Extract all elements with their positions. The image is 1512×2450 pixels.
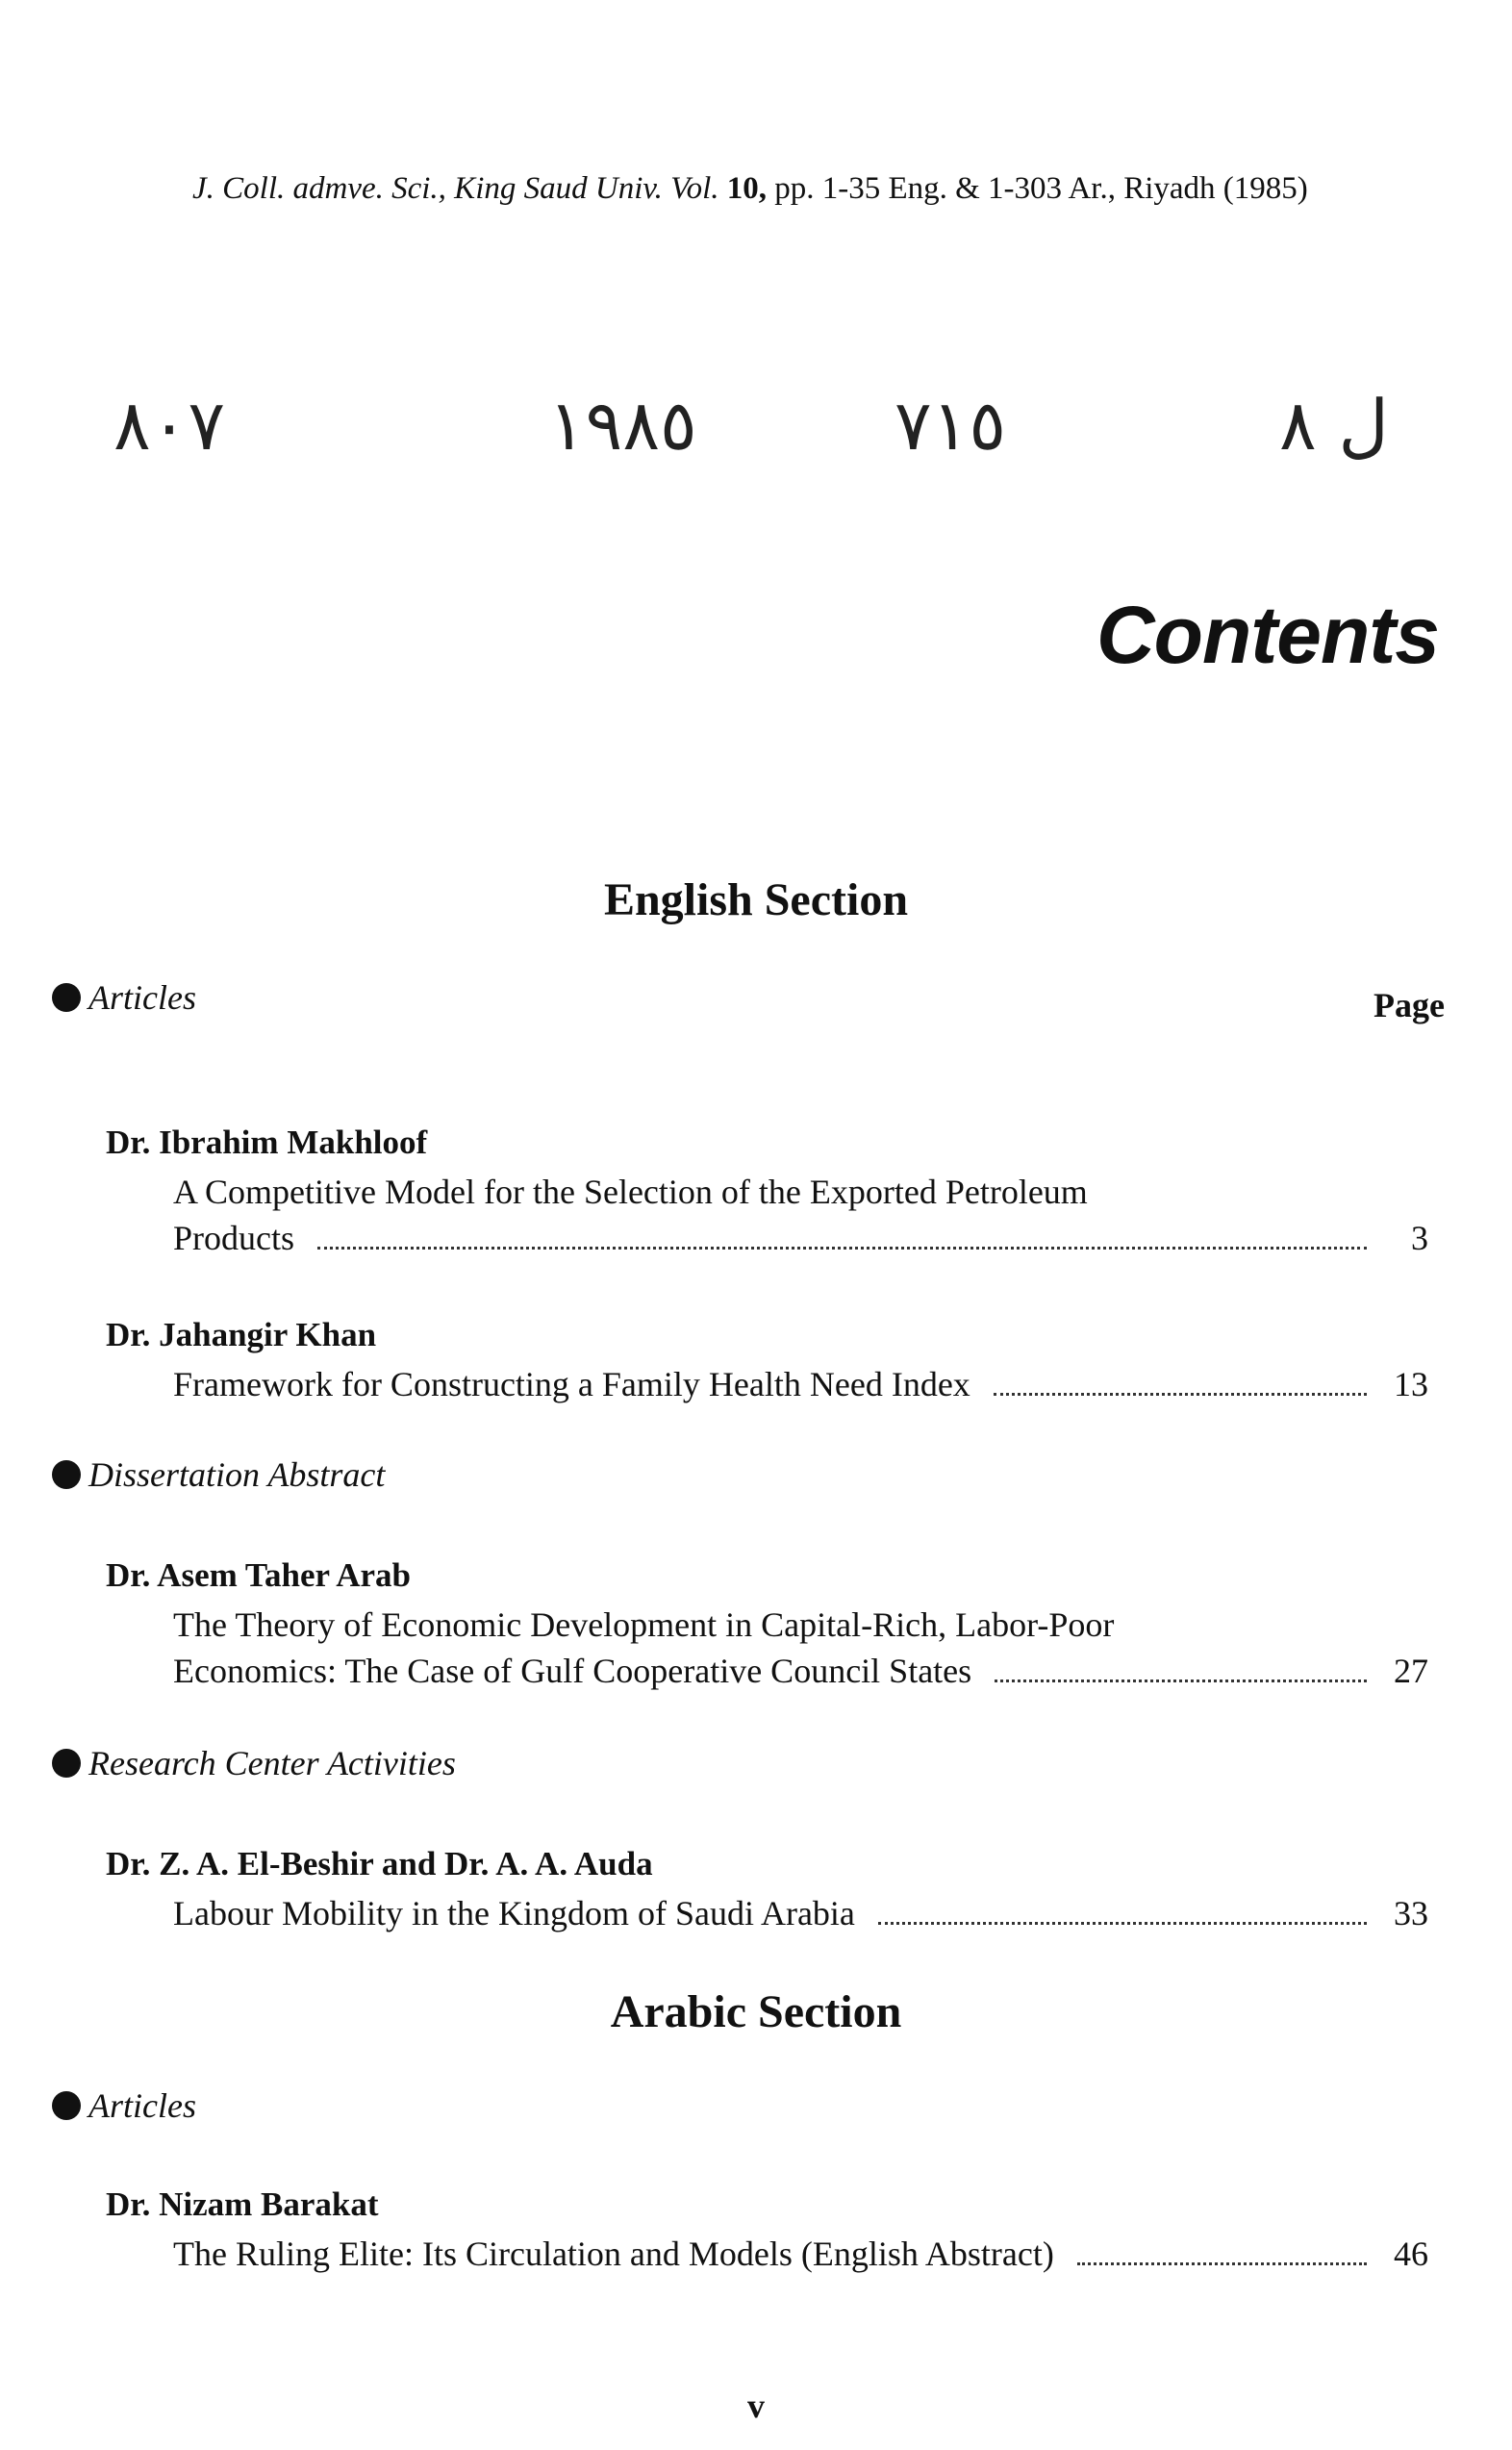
toc-entry-barakat[interactable] — [173, 2234, 1428, 2274]
page-title: Contents — [1096, 590, 1439, 680]
entry-page-number: 46 — [1394, 2235, 1428, 2273]
dot-leader — [995, 1679, 1367, 1682]
journal-citation — [192, 171, 1308, 207]
citation-rest: pp. 1-35 Eng. & 1-303 Ar., Riyadh (1985) — [774, 171, 1308, 206]
page-column-label: Page — [1373, 986, 1445, 1024]
entry-title-line: The Ruling Elite: Its Circulation and Models (English Abstract) — [173, 2235, 1054, 2273]
entry-title-line: Framework for Constructing a Family Health Need Index — [173, 1365, 970, 1403]
dot-leader — [1077, 2261, 1367, 2265]
bullet-icon — [52, 2091, 81, 2120]
arabic-articles-label: Articles — [52, 2085, 196, 2126]
bullet-icon — [52, 1749, 81, 1778]
handwritten-mark-3: ٧١٥ — [895, 385, 1007, 466]
dot-leader — [878, 1921, 1367, 1925]
entry-author: Dr. Asem Taher Arab — [106, 1556, 411, 1594]
entry-page-number: 13 — [1394, 1365, 1428, 1403]
entry-title-line: Labour Mobility in the Kingdom of Saudi Arabia — [173, 1894, 855, 1932]
citation-volume: 10, — [726, 171, 767, 206]
arabic-section-heading: Arabic Section — [610, 1986, 902, 2037]
entry-author: Dr. Jahangir Khan — [106, 1316, 377, 1353]
entry-title-line: Economics: The Case of Gulf Cooperative Council States — [173, 1652, 972, 1690]
page-folio: v — [747, 2387, 765, 2425]
toc-entry-makhloof[interactable] — [173, 1218, 1428, 1258]
citation-journal: J. Coll. admve. Sci., King Saud Univ. Vol. — [192, 171, 719, 206]
entry-title-line: A Competitive Model for the Selection of the Exported Petroleum — [173, 1173, 1088, 1211]
english-articles-label: Articles — [52, 977, 196, 1018]
toc-entry-arab[interactable] — [173, 1651, 1428, 1691]
handwritten-mark-2: ١٩٨٥ — [548, 385, 697, 466]
bullet-icon — [52, 1460, 81, 1489]
english-section-heading: English Section — [603, 874, 909, 925]
handwritten-mark-1: ٨٠٧ — [113, 385, 226, 466]
entry-author: Dr. Z. A. El-Beshir and Dr. A. A. Auda — [106, 1845, 653, 1882]
bullet-icon — [52, 983, 81, 1012]
entry-page-number: 3 — [1411, 1219, 1428, 1257]
dissertation-abstract-label: Dissertation Abstract — [52, 1454, 385, 1495]
entry-title-line: Products — [173, 1219, 294, 1257]
entry-author: Dr. Nizam Barakat — [106, 2185, 379, 2223]
toc-entry-khan[interactable] — [173, 1364, 1428, 1404]
entry-page-number: 33 — [1394, 1894, 1428, 1932]
dot-leader — [317, 1246, 1367, 1250]
research-center-activities-label: Research Center Activities — [52, 1743, 456, 1783]
entry-author: Dr. Ibrahim Makhloof — [106, 1124, 428, 1161]
entry-page-number: 27 — [1394, 1652, 1428, 1690]
entry-title-line: The Theory of Economic Development in Capital-Rich, Labor-Poor — [173, 1605, 1115, 1644]
toc-entry-el-beshir[interactable] — [173, 1893, 1428, 1933]
handwritten-mark-4: ل ٨ — [1279, 385, 1389, 466]
dot-leader — [994, 1392, 1367, 1396]
